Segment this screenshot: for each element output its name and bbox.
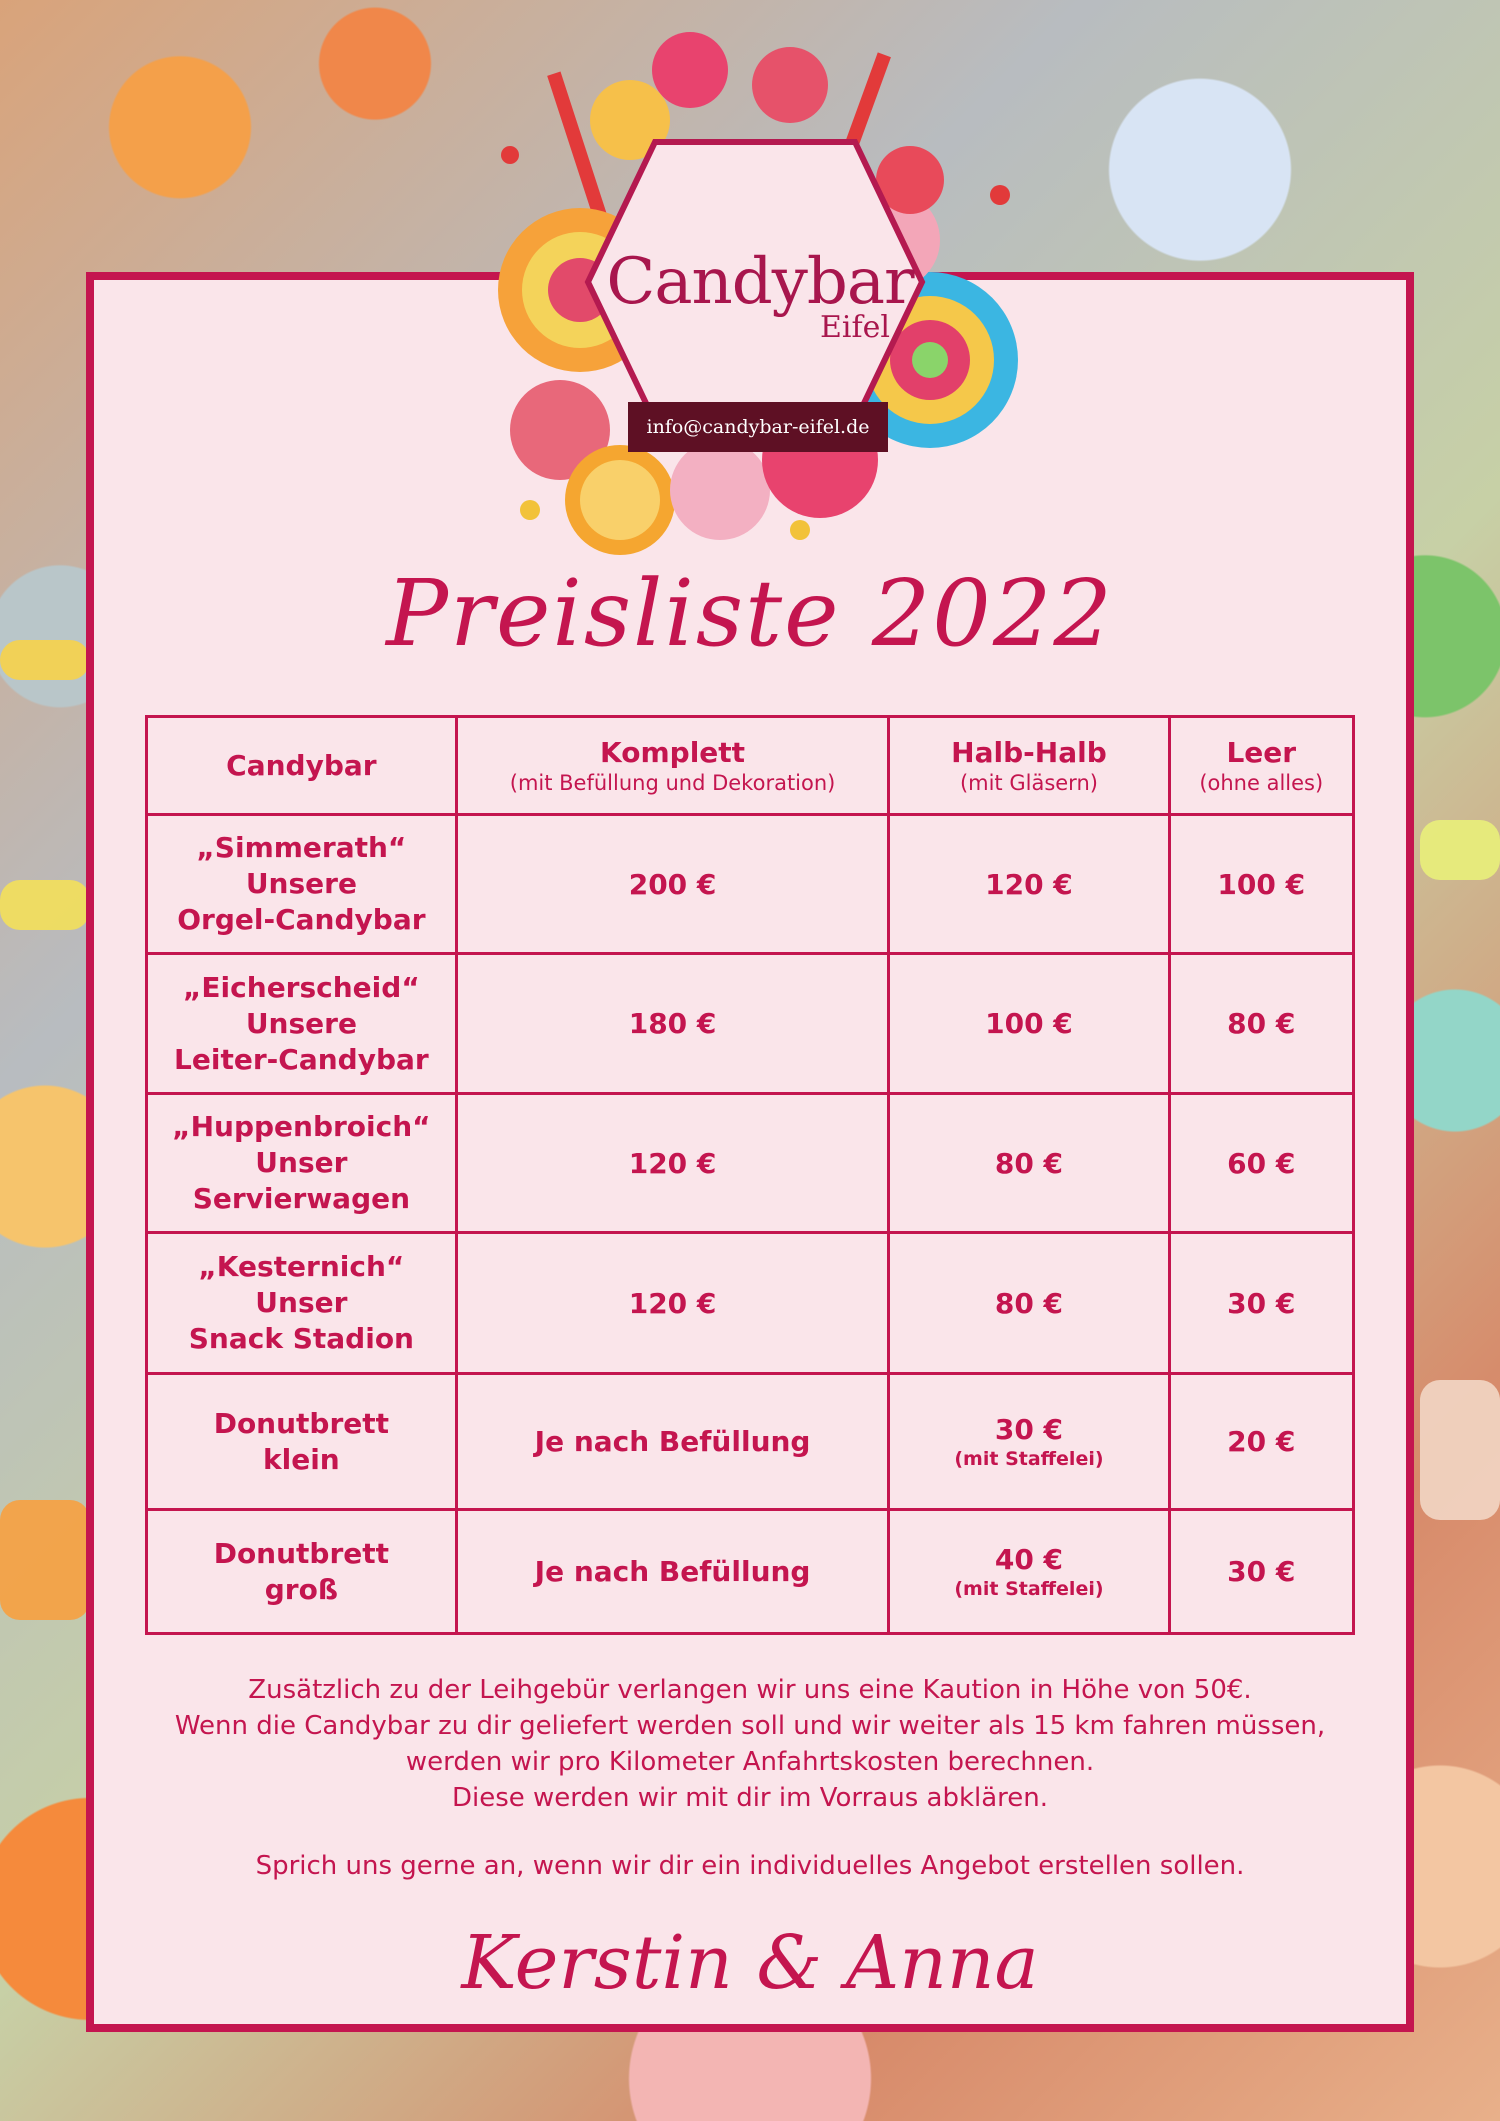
price-komplett: 180 € [456, 954, 889, 1094]
price-halb-halb: 100 € [889, 954, 1169, 1094]
product-name: „Eicherscheid“ Unsere Leiter-Candybar [147, 954, 457, 1094]
price-leer: 30 € [1169, 1233, 1353, 1374]
price-halb-halb-cell [889, 1510, 1169, 1634]
price-komplett: 120 € [456, 1094, 889, 1233]
product-name: „Huppenbroich“ Unser Servierwagen [147, 1094, 457, 1233]
product-name: „Kesternich“ Unser Snack Stadion [147, 1233, 457, 1374]
table-row [147, 1094, 1354, 1233]
brand-subtitle: Eifel [820, 310, 890, 345]
price-komplett: 200 € [456, 815, 889, 954]
price-komplett: Je nach Befüllung [456, 1374, 889, 1510]
table-row [147, 1510, 1354, 1634]
price-leer: 20 € [1169, 1374, 1353, 1510]
price-leer: 60 € [1169, 1094, 1353, 1233]
header-label: Candybar [226, 749, 377, 782]
header-label: Leer [1226, 736, 1297, 769]
header-komplett [456, 717, 889, 815]
price-komplett: 120 € [456, 1233, 889, 1374]
price-halb-halb: 120 € [889, 815, 1169, 954]
price-table [145, 715, 1355, 1635]
price-leer: 100 € [1169, 815, 1353, 954]
background-candy [1420, 820, 1500, 880]
page-title: Preisliste 2022 [386, 560, 1114, 667]
price-halb-halb-cell [889, 1374, 1169, 1510]
price-halb-halb: 30 € [994, 1413, 1064, 1446]
header-halb-halb [889, 717, 1169, 815]
product-name: Donutbrett groß [147, 1510, 457, 1634]
logo [470, 10, 1050, 570]
table-row [147, 815, 1354, 954]
spacer [86, 1816, 1414, 1848]
table-header-row [147, 717, 1354, 815]
note-deposit: Zusätzlich zu der Leihgebür verlangen wir uns eine Kaution in Höhe von 50€. [248, 1675, 1252, 1705]
product-name: „Simmerath“ Unsere Orgel-Candybar [147, 815, 457, 954]
price-halb-halb: 40 € [994, 1543, 1064, 1576]
note-travel-costs: werden wir pro Kilometer Anfahrtskosten berechnen. [405, 1747, 1095, 1777]
email-address[interactable]: info@candybar-eifel.de [628, 402, 888, 452]
price-halb-halb: 80 € [889, 1233, 1169, 1374]
background-candy [0, 880, 90, 930]
header-sublabel: (mit Gläsern) [959, 771, 1098, 795]
note-clarify: Diese werden wir mit dir im Vorraus abklären. [451, 1783, 1049, 1813]
price-komplett: Je nach Befüllung [456, 1510, 889, 1634]
signature: Kerstin & Anna [461, 1920, 1039, 2006]
note-offer: Sprich uns gerne an, wenn wir dir ein individuelles Angebot erstellen sollen. [255, 1851, 1245, 1881]
product-name: Donutbrett klein [147, 1374, 457, 1510]
price-halb-halb: 80 € [889, 1094, 1169, 1233]
table-row [147, 954, 1354, 1094]
header-candybar [147, 717, 457, 815]
brand-block [470, 245, 1050, 345]
header-leer [1169, 717, 1353, 815]
price-leer: 30 € [1169, 1510, 1353, 1634]
brand-name: Candybar [606, 245, 914, 319]
header-label: Halb-Halb [951, 736, 1107, 769]
header-sublabel: (mit Befüllung und Dekoration) [509, 771, 836, 795]
background-candy [1420, 1380, 1500, 1520]
header-sublabel: (ohne alles) [1199, 771, 1324, 795]
note-delivery: Wenn die Candybar zu dir geliefert werden soll und wir weiter als 15 km fahren müssen, [174, 1711, 1326, 1741]
price-leer: 80 € [1169, 954, 1353, 1094]
price-note: (mit Staffelei) [954, 1448, 1104, 1470]
table-row [147, 1233, 1354, 1374]
header-label: Komplett [600, 736, 746, 769]
table-row [147, 1374, 1354, 1510]
background-candy [0, 1500, 90, 1620]
price-note: (mit Staffelei) [954, 1578, 1104, 1600]
notes-block [86, 1672, 1414, 1884]
